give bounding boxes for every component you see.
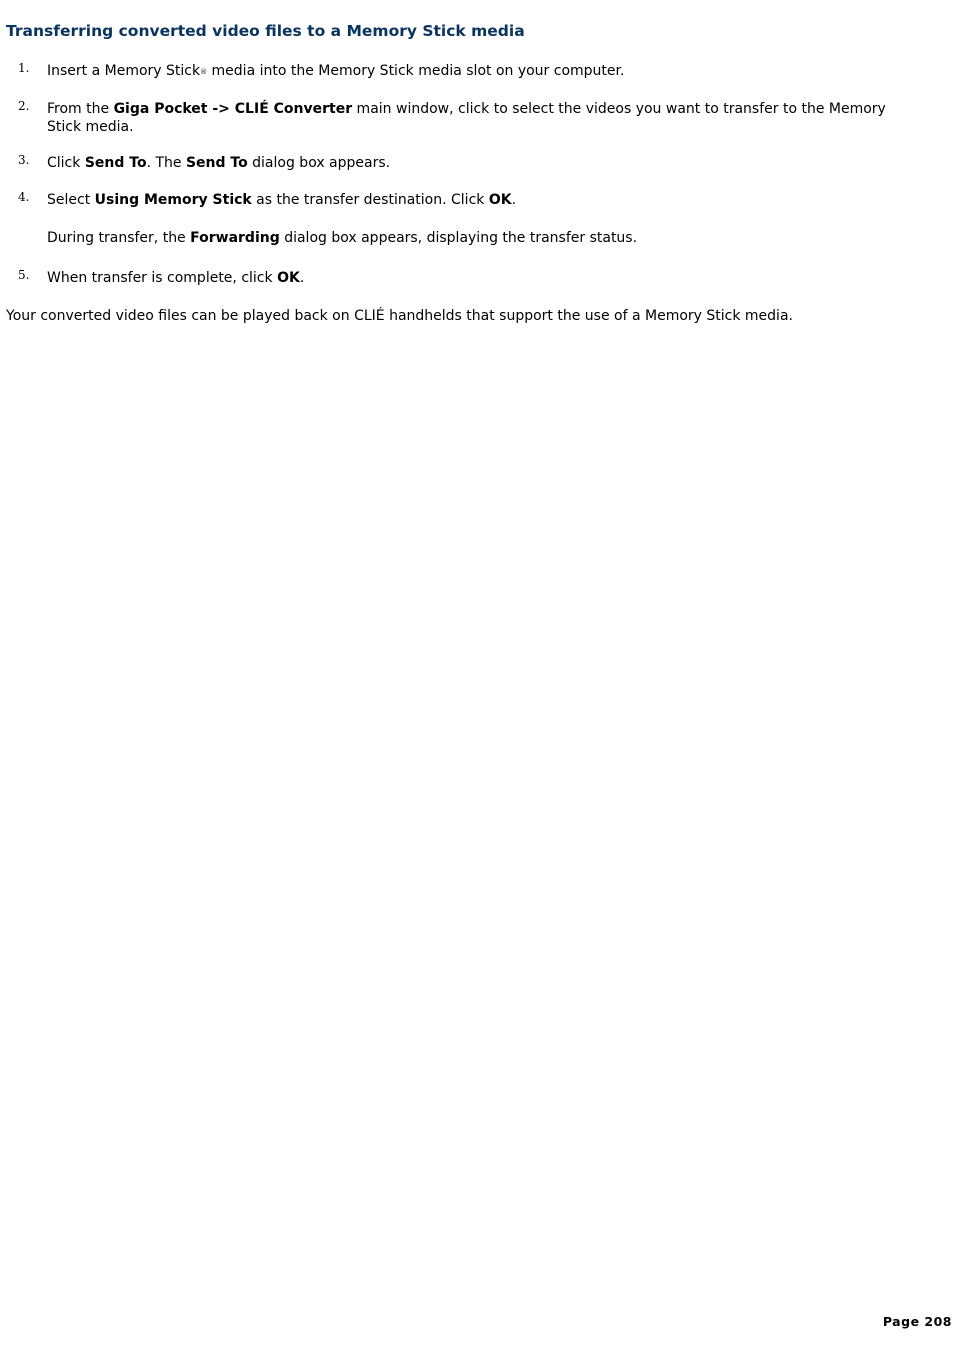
step-text <box>47 269 907 287</box>
ui-term-forwarding: Forwarding <box>190 230 280 246</box>
step-4-note <box>47 229 637 247</box>
step-text-part: dialog box appears. <box>247 155 391 171</box>
step-text-part: main window, click to select the videos you want to transfer to the Memory Stick media. <box>47 101 886 135</box>
step-text-part: From the <box>47 101 114 117</box>
step-text <box>47 100 907 136</box>
step-text <box>47 191 907 209</box>
ui-term-ok: OK <box>488 192 512 208</box>
step-text-part: Insert a Memory Stick <box>47 63 201 79</box>
step-text-part: When transfer is complete, click <box>47 270 278 286</box>
step-number: 2. <box>18 99 30 113</box>
ui-term-send-to-dialog: Send To <box>185 155 248 171</box>
step-text-part: . The <box>146 155 186 171</box>
page-title: Transferring converted video files to a Memory Stick media <box>6 22 525 40</box>
step-text-part: . <box>511 192 517 208</box>
ui-term-using-memory-stick: Using Memory Stick <box>94 192 252 208</box>
registered-mark: ® <box>200 68 208 76</box>
step-text-part: as the transfer destination. Click <box>251 192 489 208</box>
step-text-part: Select <box>47 192 95 208</box>
page-number: Page 208 <box>882 1314 952 1329</box>
step-number: 1. <box>18 61 30 75</box>
ui-term-ok: OK <box>277 270 300 286</box>
step-number: 5. <box>18 268 30 282</box>
step-text-part: media into the Memory Stick media slot on your computer. <box>207 63 625 79</box>
step-number: 4. <box>18 190 30 204</box>
step-text <box>47 154 907 172</box>
step-text-part: Click <box>47 155 85 171</box>
summary-paragraph: Your converted video files can be played back on CLIÉ handhelds that support the use of a Memory Stick media. <box>6 308 793 324</box>
step-text-part: . <box>299 270 305 286</box>
ui-term-giga-pocket-converter: Giga Pocket -> CLIÉ Converter <box>113 101 353 117</box>
note-text-part: dialog box appears, displaying the transfer status. <box>279 230 638 246</box>
step-number: 3. <box>18 153 30 167</box>
note-text-part: During transfer, the <box>47 230 191 246</box>
ui-term-send-to: Send To <box>84 155 147 171</box>
step-text <box>47 62 907 81</box>
